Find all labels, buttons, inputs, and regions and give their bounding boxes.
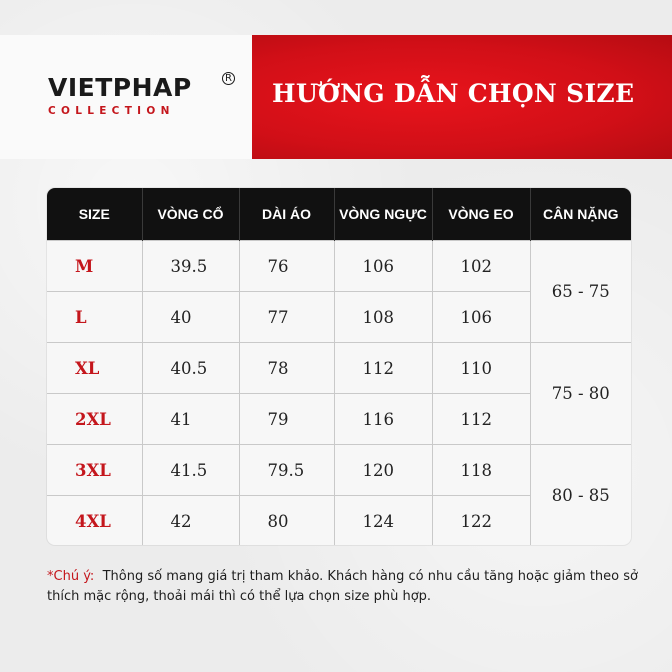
size-cell: 4XL: [47, 496, 142, 546]
length-cell: 76: [239, 241, 334, 292]
waist-cell: 110: [432, 343, 530, 394]
weight-cell: 65 - 75: [530, 241, 631, 343]
header-chest: VÒNG NGỰC: [334, 188, 432, 241]
table-row: [47, 241, 631, 292]
chest-cell: 106: [334, 241, 432, 292]
chest-cell: 120: [334, 445, 432, 496]
table-header-row: [47, 188, 631, 241]
size-cell: 2XL: [47, 394, 142, 445]
header-weight: CÂN NẶNG: [530, 188, 631, 241]
size-cell: L: [47, 292, 142, 343]
length-cell: 77: [239, 292, 334, 343]
size-cell: 3XL: [47, 445, 142, 496]
length-cell: 79.5: [239, 445, 334, 496]
length-cell: 80: [239, 496, 334, 546]
chest-cell: 112: [334, 343, 432, 394]
header-size: SIZE: [47, 188, 142, 241]
neck-cell: 40.5: [142, 343, 239, 394]
title-banner: [252, 35, 672, 159]
page-title: HƯỚNG DẪN CHỌN SIZE: [272, 79, 635, 108]
size-cell: M: [47, 241, 142, 292]
header-neck: VÒNG CỔ: [142, 188, 239, 241]
table-row: [47, 343, 631, 394]
footnote-prefix: *Chú ý:: [47, 569, 95, 584]
waist-cell: 102: [432, 241, 530, 292]
brand-logo: [48, 74, 238, 124]
length-cell: 79: [239, 394, 334, 445]
footnote: [47, 567, 647, 607]
neck-cell: 39.5: [142, 241, 239, 292]
neck-cell: 41.5: [142, 445, 239, 496]
header-waist: VÒNG EO: [432, 188, 530, 241]
neck-cell: 41: [142, 394, 239, 445]
chest-cell: 124: [334, 496, 432, 546]
neck-cell: 42: [142, 496, 239, 546]
weight-cell: 80 - 85: [530, 445, 631, 546]
size-table: [47, 188, 631, 545]
waist-cell: 112: [432, 394, 530, 445]
waist-cell: 118: [432, 445, 530, 496]
table-row: [47, 445, 631, 496]
weight-cell: 75 - 80: [530, 343, 631, 445]
header-length: DÀI ÁO: [239, 188, 334, 241]
waist-cell: 106: [432, 292, 530, 343]
waist-cell: 122: [432, 496, 530, 546]
chest-cell: 116: [334, 394, 432, 445]
neck-cell: 40: [142, 292, 239, 343]
length-cell: 78: [239, 343, 334, 394]
chest-cell: 108: [334, 292, 432, 343]
brand-name: VIETPHAP: [48, 73, 192, 102]
size-cell: XL: [47, 343, 142, 394]
registered-mark: R: [222, 72, 235, 85]
footnote-text: Thông số mang giá trị tham khảo. Khách hàng có nhu cầu tăng hoặc giảm theo sở thích mặc rộng, thoải mái thì có thể lựa chọn size phù hợp.: [47, 569, 638, 604]
brand-tagline: COLLECTION: [48, 105, 175, 117]
